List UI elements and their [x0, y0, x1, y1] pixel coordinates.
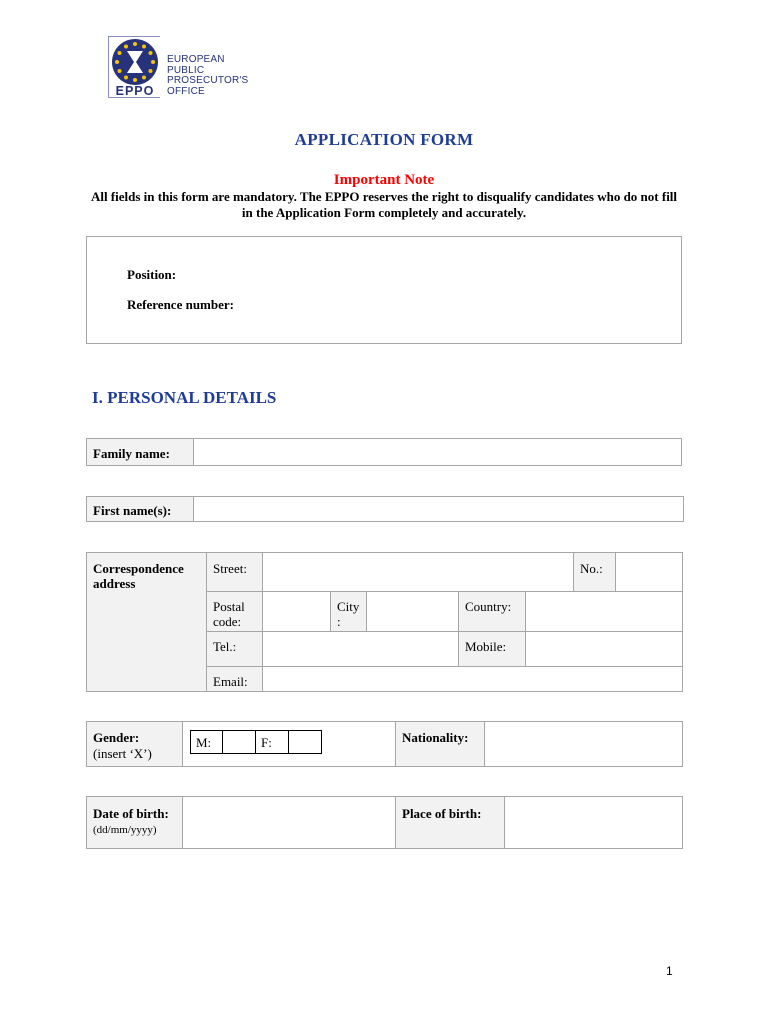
important-note-heading: Important Note	[333, 172, 435, 188]
date-of-birth-label: Date of birth:	[93, 806, 169, 821]
country-field[interactable]	[526, 592, 683, 632]
country-label: Country:	[459, 592, 526, 632]
tel-field[interactable]	[263, 632, 459, 667]
date-of-birth-field[interactable]	[183, 797, 396, 849]
family-name-field[interactable]	[194, 439, 682, 466]
section-title: I. PERSONAL DETAILS	[92, 388, 277, 407]
logo-wordmark	[167, 55, 248, 97]
first-names-field[interactable]	[194, 497, 684, 522]
postal-code-field[interactable]	[263, 592, 331, 632]
important-note-text: All fields in this form are mandatory. The EPPO reserves the right to disqualify candidates who do not fill in the Application Form completely and accurately.	[90, 189, 678, 220]
city-label: City :	[331, 592, 367, 632]
place-of-birth-label: Place of birth:	[396, 797, 505, 849]
position-box	[86, 236, 682, 344]
gender-f-label: F:	[255, 730, 289, 754]
family-name-table	[86, 438, 682, 466]
eppo-logo	[108, 36, 258, 102]
email-field[interactable]	[263, 667, 683, 692]
gender-hint: (insert ‘X’)	[93, 746, 152, 761]
logo-line: PUBLIC	[167, 64, 205, 76]
city-field[interactable]	[367, 592, 459, 632]
page-number: 1	[666, 964, 673, 978]
correspondence-address-label: Correspondence address	[87, 553, 207, 692]
date-of-birth-format: (dd/mm/yyyy)	[93, 824, 157, 836]
gender-label-cell	[87, 722, 183, 767]
gender-f-checkbox[interactable]	[288, 730, 322, 754]
birth-table	[86, 796, 683, 849]
street-label: Street:	[207, 553, 263, 592]
email-label: Email:	[207, 667, 263, 692]
logo-line: PROSECUTOR'S	[167, 75, 249, 86]
position-label: Position:	[127, 267, 177, 282]
gender-m-checkbox[interactable]	[222, 730, 256, 754]
family-name-label: Family name:	[87, 439, 194, 466]
logo-emblem	[112, 39, 158, 85]
mobile-field[interactable]	[526, 632, 683, 667]
first-names-label: First name(s):	[87, 497, 194, 522]
mobile-label: Mobile:	[459, 632, 526, 667]
gender-m-label: M:	[190, 730, 223, 754]
first-names-table	[86, 496, 684, 522]
gender-label: Gender:	[93, 730, 140, 745]
date-of-birth-label-cell	[87, 797, 183, 849]
number-field[interactable]	[616, 553, 683, 592]
nationality-label: Nationality:	[396, 722, 485, 767]
postal-code-label: Postal code:	[207, 592, 263, 632]
gender-nationality-table	[86, 721, 683, 767]
nationality-field[interactable]	[485, 722, 683, 767]
logo-frame	[108, 36, 160, 98]
logo-line: EUROPEAN	[167, 54, 225, 65]
form-title: APPLICATION FORM	[294, 130, 474, 149]
logo-line: OFFICE	[167, 85, 205, 97]
address-table	[86, 552, 683, 692]
logo-emblem-icon	[112, 39, 158, 85]
number-label: No.:	[574, 553, 616, 592]
logo-acronym: EPPO	[115, 84, 155, 98]
reference-number-label: Reference number:	[127, 297, 234, 312]
street-field[interactable]	[263, 553, 574, 592]
place-of-birth-field[interactable]	[505, 797, 683, 849]
gender-options-cell	[183, 722, 396, 767]
tel-label: Tel.:	[207, 632, 263, 667]
